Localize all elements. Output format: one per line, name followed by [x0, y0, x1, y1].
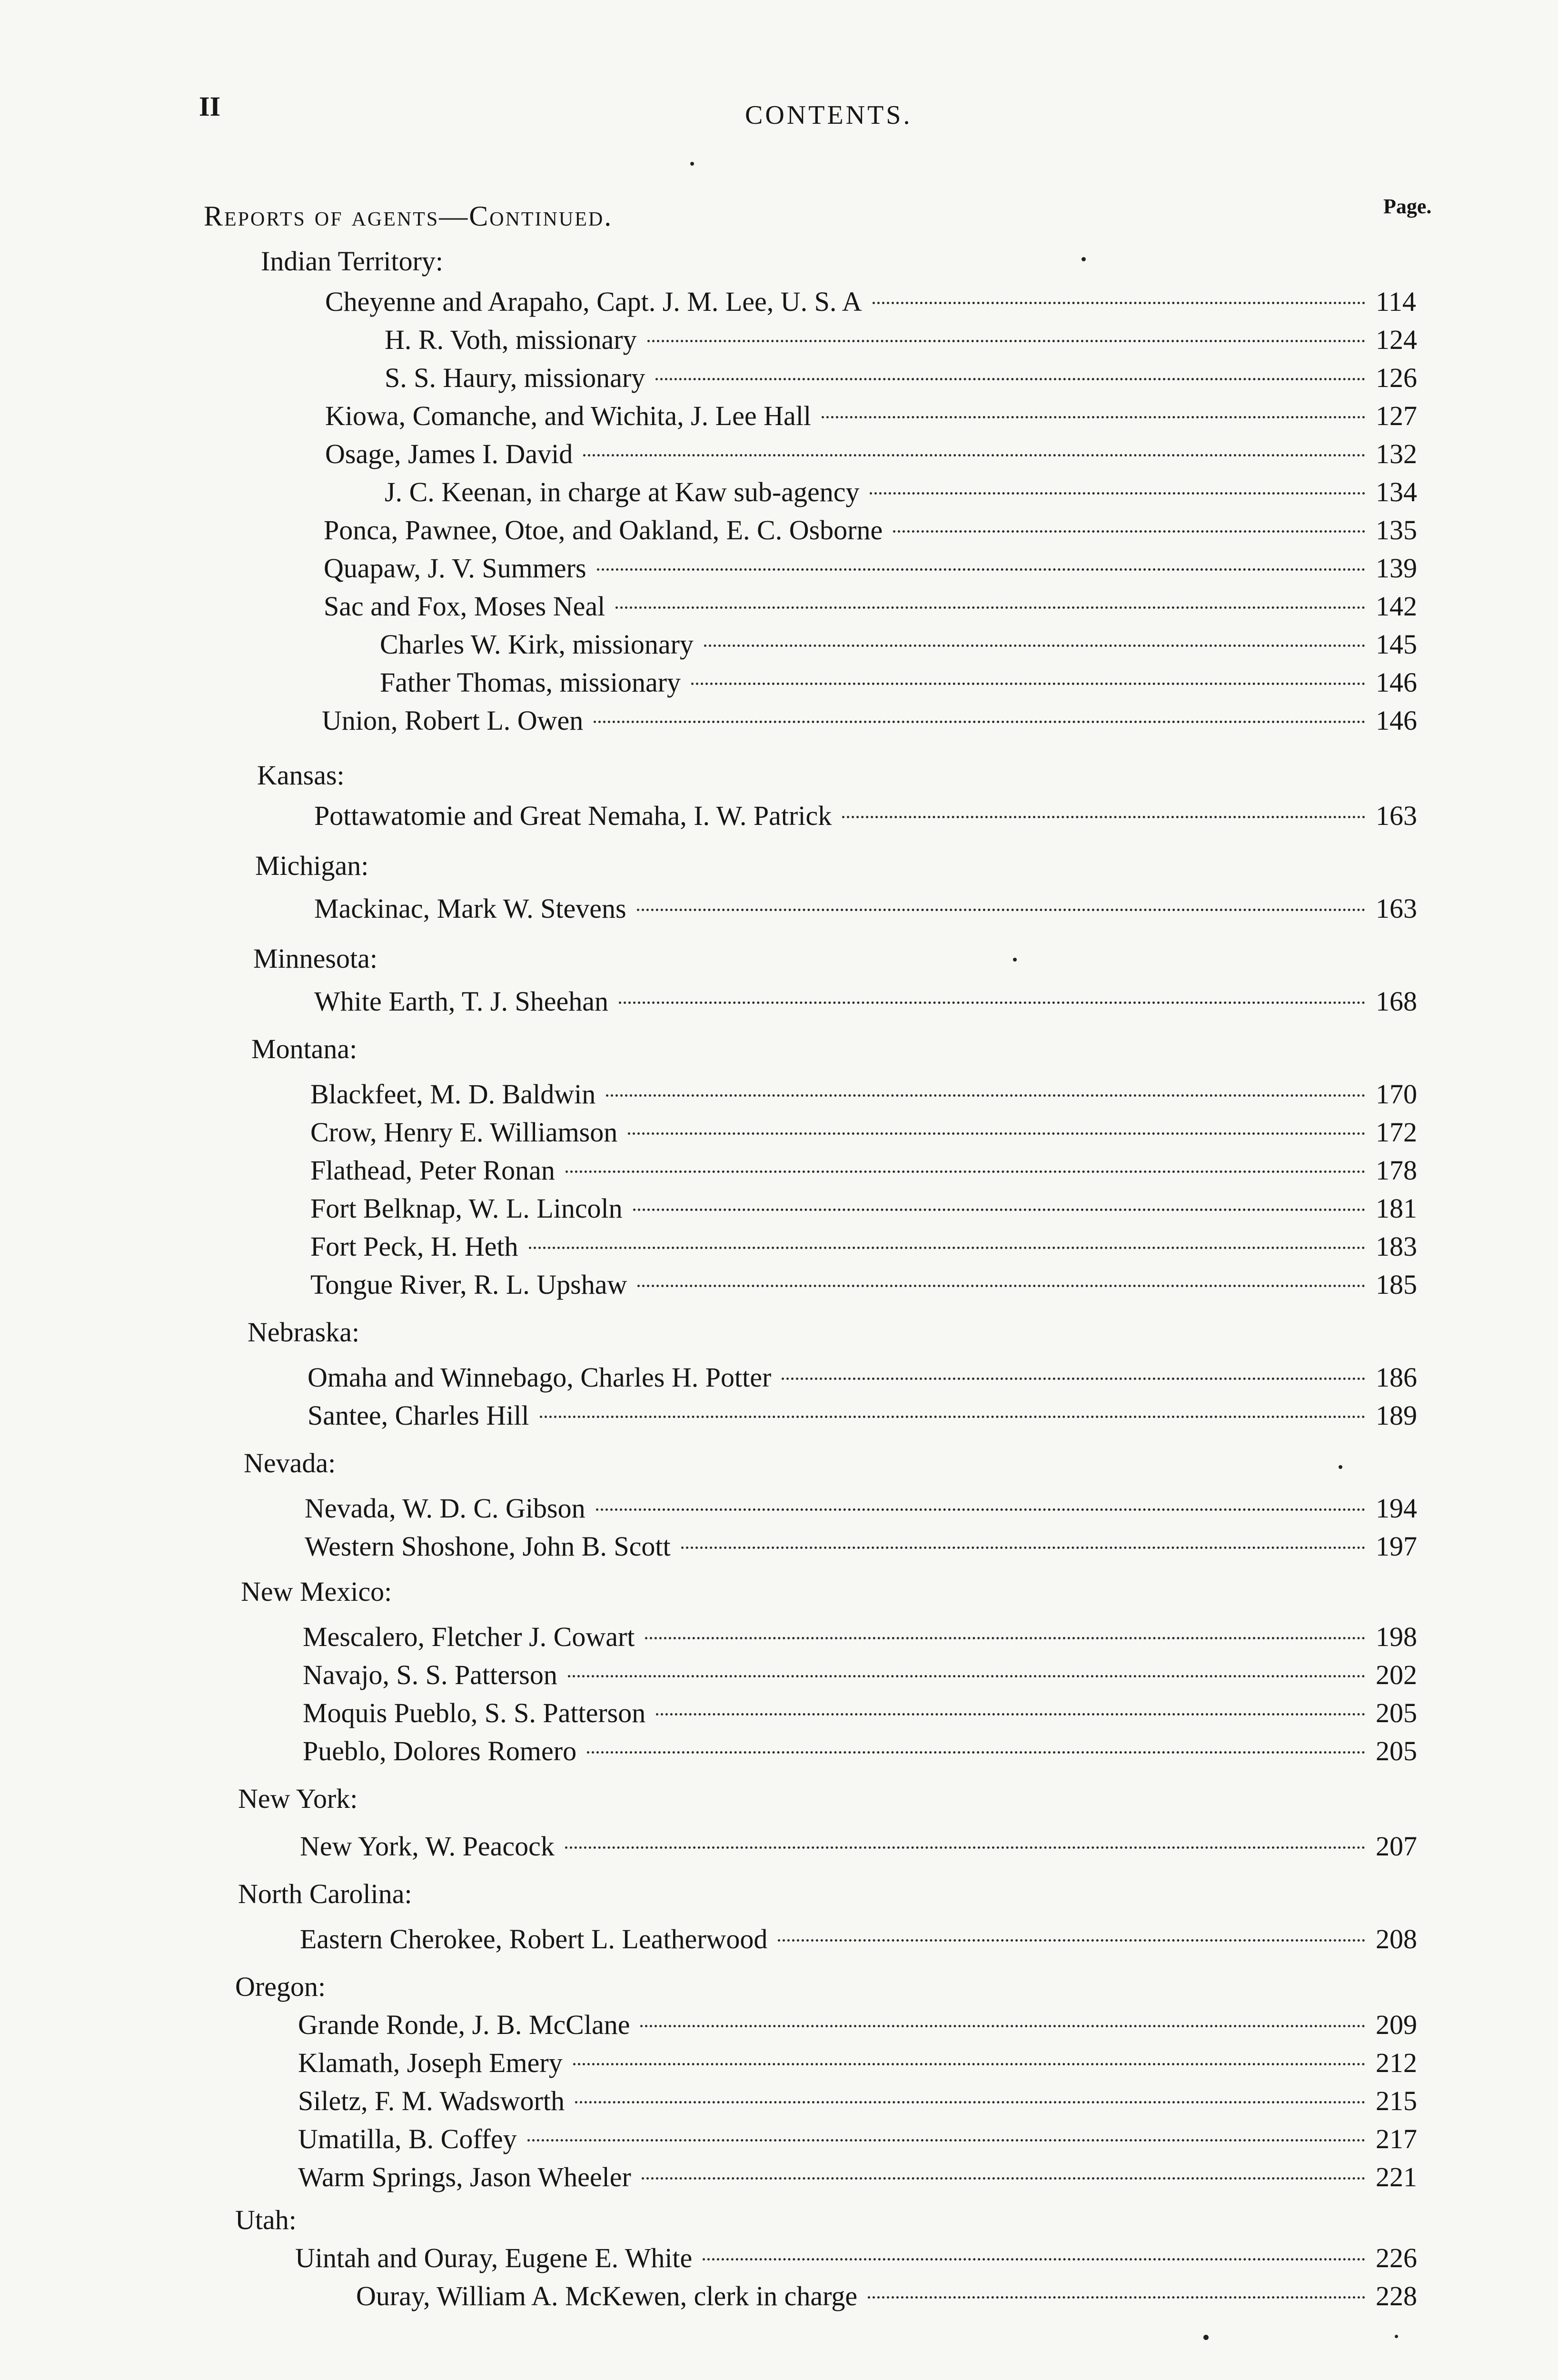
dot-leader — [656, 1713, 1365, 1716]
entry-page-number: 205 — [1376, 1735, 1417, 1766]
dot-leader — [529, 1247, 1365, 1249]
scan-speck — [1082, 257, 1086, 261]
entry-label: Navajo, S. S. Patterson — [303, 1659, 557, 1690]
dot-leader — [842, 816, 1365, 818]
toc-entry — [303, 1697, 1433, 1735]
entry-page-number: 146 — [1376, 667, 1417, 698]
dot-leader — [566, 1170, 1365, 1173]
toc-entry — [325, 400, 1433, 438]
toc-entry — [314, 800, 1433, 838]
entry-page-number: 135 — [1376, 515, 1417, 545]
toc-entry — [298, 2161, 1433, 2199]
dot-leader — [655, 378, 1365, 380]
dot-leader — [540, 1416, 1365, 1418]
toc-entry — [385, 324, 1433, 362]
toc-entry — [298, 2009, 1433, 2047]
entry-label: Umatilla, B. Coffey — [298, 2123, 517, 2154]
toc-entry — [322, 704, 1433, 743]
toc-entry — [324, 552, 1433, 590]
region-heading: Oregon: — [235, 1971, 326, 2002]
dot-leader — [594, 721, 1365, 723]
dot-leader — [873, 302, 1365, 304]
toc-entry — [298, 2123, 1433, 2161]
toc-entry — [310, 1078, 1433, 1116]
entry-page-number: 202 — [1376, 1659, 1417, 1690]
dot-leader — [568, 1675, 1365, 1677]
toc-entry — [300, 1830, 1433, 1868]
dot-leader — [640, 2025, 1365, 2027]
dot-leader — [606, 1094, 1365, 1097]
entry-label: Siletz, F. M. Wadsworth — [298, 2085, 565, 2116]
dot-leader — [527, 2139, 1365, 2142]
dot-leader — [868, 2296, 1365, 2299]
region-heading: New York: — [238, 1783, 358, 1814]
dot-leader — [691, 683, 1365, 685]
dot-leader — [870, 492, 1365, 495]
entry-page-number: 217 — [1376, 2123, 1417, 2154]
entry-page-number: 132 — [1376, 438, 1417, 469]
toc-entry — [380, 666, 1433, 704]
entry-page-number: 126 — [1376, 362, 1417, 393]
entry-label: Omaha and Winnebago, Charles H. Potter — [308, 1362, 772, 1393]
region-heading: New Mexico: — [241, 1576, 392, 1607]
dot-leader — [681, 1547, 1365, 1549]
dot-leader — [645, 1637, 1365, 1639]
entry-page-number: 178 — [1376, 1155, 1417, 1186]
entry-page-number: 168 — [1376, 986, 1417, 1017]
scan-speck — [690, 162, 694, 166]
dot-leader — [647, 340, 1365, 342]
entry-page-number: 209 — [1376, 2009, 1417, 2040]
entry-label: S. S. Haury, missionary — [385, 362, 645, 393]
toc-entry — [303, 1735, 1433, 1773]
entry-page-number: 183 — [1376, 1231, 1417, 1262]
entry-page-number: 139 — [1376, 553, 1417, 584]
dot-leader — [565, 1846, 1365, 1849]
toc-entry — [385, 476, 1433, 514]
entry-label: Grande Ronde, J. B. McClane — [298, 2009, 630, 2040]
entry-page-number: 145 — [1376, 629, 1417, 660]
entry-label: H. R. Voth, missionary — [385, 324, 637, 355]
entry-page-number: 142 — [1376, 591, 1417, 622]
scan-speck — [1395, 2335, 1398, 2338]
toc-entry — [298, 2047, 1433, 2085]
dot-leader — [573, 2063, 1365, 2065]
entry-label: Union, Robert L. Owen — [322, 705, 584, 736]
page-column-header: Page. — [1383, 195, 1432, 218]
entry-page-number: 226 — [1376, 2242, 1417, 2273]
entry-label: Santee, Charles Hill — [308, 1400, 529, 1431]
entry-page-number: 114 — [1376, 286, 1416, 317]
entry-label: New York, W. Peacock — [300, 1831, 555, 1862]
entry-page-number: 146 — [1376, 705, 1417, 736]
dot-leader — [703, 2258, 1365, 2261]
section-heading-text: Reports of agents—Continued. — [204, 200, 613, 232]
entry-page-number: 215 — [1376, 2085, 1417, 2116]
entry-page-number: 124 — [1376, 324, 1417, 355]
scan-speck — [1203, 2335, 1209, 2340]
dot-leader — [893, 530, 1365, 533]
entry-page-number: 197 — [1376, 1531, 1417, 1562]
toc-entry — [305, 1530, 1433, 1568]
section-heading — [204, 200, 613, 233]
dot-leader — [782, 1378, 1365, 1380]
toc-entry — [325, 286, 1433, 324]
entry-label: J. C. Keenan, in charge at Kaw sub-agency — [385, 476, 860, 507]
toc-entry — [303, 1621, 1433, 1659]
dot-leader — [575, 2101, 1365, 2103]
toc-entry — [310, 1154, 1433, 1192]
entry-label: Warm Springs, Jason Wheeler — [298, 2162, 631, 2192]
dot-leader — [583, 454, 1365, 456]
entry-label: Ouray, William A. McKewen, clerk in charge — [356, 2281, 858, 2311]
dot-leader — [597, 568, 1365, 571]
toc-entry — [324, 590, 1433, 628]
region-heading: Utah: — [235, 2204, 297, 2235]
dot-leader — [619, 1002, 1365, 1004]
scan-speck — [1013, 958, 1017, 962]
page-number: II — [199, 91, 221, 122]
toc-entry — [300, 1923, 1433, 1961]
entry-label: Klamath, Joseph Emery — [298, 2047, 563, 2078]
entry-page-number: 127 — [1376, 400, 1417, 431]
entry-label: Pueblo, Dolores Romero — [303, 1735, 577, 1766]
entry-label: Western Shoshone, John B. Scott — [305, 1531, 671, 1562]
toc-entry — [305, 1492, 1433, 1530]
entry-label: Flathead, Peter Ronan — [310, 1155, 555, 1186]
entry-page-number: 228 — [1376, 2281, 1417, 2311]
entry-page-number: 208 — [1376, 1924, 1417, 1954]
entry-page-number: 172 — [1376, 1117, 1417, 1148]
entry-page-number: 186 — [1376, 1362, 1417, 1393]
toc-entry — [324, 514, 1433, 552]
entry-label: Osage, James I. David — [325, 438, 573, 469]
entry-page-number: 170 — [1376, 1079, 1417, 1110]
toc-entry — [308, 1399, 1433, 1438]
dot-leader — [642, 2177, 1365, 2180]
toc-entry — [310, 1230, 1433, 1269]
dot-leader — [704, 645, 1365, 647]
entry-label: Moquis Pueblo, S. S. Patterson — [303, 1697, 646, 1728]
region-heading: Nevada: — [244, 1448, 336, 1478]
entry-page-number: 205 — [1376, 1697, 1417, 1728]
region-heading: Indian Territory: — [261, 246, 444, 277]
dot-leader — [633, 1209, 1365, 1211]
toc-entry — [385, 362, 1433, 400]
entry-label: Crow, Henry E. Williamson — [310, 1117, 618, 1148]
region-heading: Kansas: — [257, 760, 345, 791]
dot-leader — [596, 1508, 1365, 1511]
toc-entry — [314, 892, 1433, 931]
toc-entry — [303, 1659, 1433, 1697]
dot-leader — [615, 606, 1365, 609]
toc-entry — [356, 2280, 1433, 2318]
entry-label: Charles W. Kirk, missionary — [380, 629, 694, 660]
page-title: CONTENTS. — [745, 100, 913, 130]
entry-label: Uintah and Ouray, Eugene E. White — [295, 2242, 693, 2273]
toc-entry — [310, 1192, 1433, 1230]
entry-page-number: 221 — [1376, 2162, 1417, 2192]
entry-label: Sac and Fox, Moses Neal — [324, 591, 605, 622]
region-heading: Michigan: — [255, 850, 369, 881]
dot-leader — [822, 416, 1365, 418]
toc-entry — [310, 1269, 1433, 1307]
entry-label: Mackinac, Mark W. Stevens — [314, 893, 626, 924]
entry-page-number: 198 — [1376, 1621, 1417, 1652]
toc-entry — [310, 1116, 1433, 1154]
toc-entry — [298, 2085, 1433, 2123]
entry-label: Tongue River, R. L. Upshaw — [310, 1269, 627, 1300]
dot-leader — [637, 909, 1365, 911]
toc-entry — [295, 2242, 1433, 2280]
region-heading: Montana: — [251, 1033, 357, 1064]
region-heading: Minnesota: — [253, 943, 377, 974]
scan-speck — [1339, 1465, 1342, 1469]
region-heading: Nebraska: — [248, 1317, 360, 1348]
entry-label: Quapaw, J. V. Summers — [324, 553, 586, 584]
entry-label: Kiowa, Comanche, and Wichita, J. Lee Hall — [325, 400, 811, 431]
entry-page-number: 163 — [1376, 893, 1417, 924]
dot-leader — [628, 1132, 1365, 1135]
toc-entry — [314, 985, 1433, 1023]
entry-page-number: 189 — [1376, 1400, 1417, 1431]
toc-entry — [380, 628, 1433, 666]
entry-label: Pottawatomie and Great Nemaha, I. W. Patrick — [314, 800, 832, 831]
entry-page-number: 134 — [1376, 476, 1417, 507]
dot-leader — [587, 1751, 1365, 1754]
dot-leader — [778, 1939, 1365, 1942]
entry-page-number: 163 — [1376, 800, 1417, 831]
entry-label: Fort Peck, H. Heth — [310, 1231, 518, 1262]
entry-page-number: 185 — [1376, 1269, 1417, 1300]
entry-page-number: 207 — [1376, 1831, 1417, 1862]
entry-label: Eastern Cherokee, Robert L. Leatherwood — [300, 1924, 768, 1954]
entry-label: Mescalero, Fletcher J. Cowart — [303, 1621, 635, 1652]
toc-entry — [325, 438, 1433, 476]
entry-label: Cheyenne and Arapaho, Capt. J. M. Lee, U. S. A — [325, 286, 862, 317]
toc-entry — [308, 1361, 1433, 1399]
dot-leader — [637, 1285, 1365, 1287]
entry-page-number: 194 — [1376, 1493, 1417, 1524]
entry-label: Father Thomas, missionary — [380, 667, 681, 698]
entry-label: Fort Belknap, W. L. Lincoln — [310, 1193, 623, 1224]
entry-page-number: 212 — [1376, 2047, 1417, 2078]
entry-label: Nevada, W. D. C. Gibson — [305, 1493, 585, 1524]
entry-label: White Earth, T. J. Sheehan — [314, 986, 608, 1017]
entry-label: Blackfeet, M. D. Baldwin — [310, 1079, 596, 1110]
entry-label: Ponca, Pawnee, Otoe, and Oakland, E. C. Osborne — [324, 515, 883, 545]
entry-page-number: 181 — [1376, 1193, 1417, 1224]
region-heading: North Carolina: — [238, 1878, 412, 1909]
